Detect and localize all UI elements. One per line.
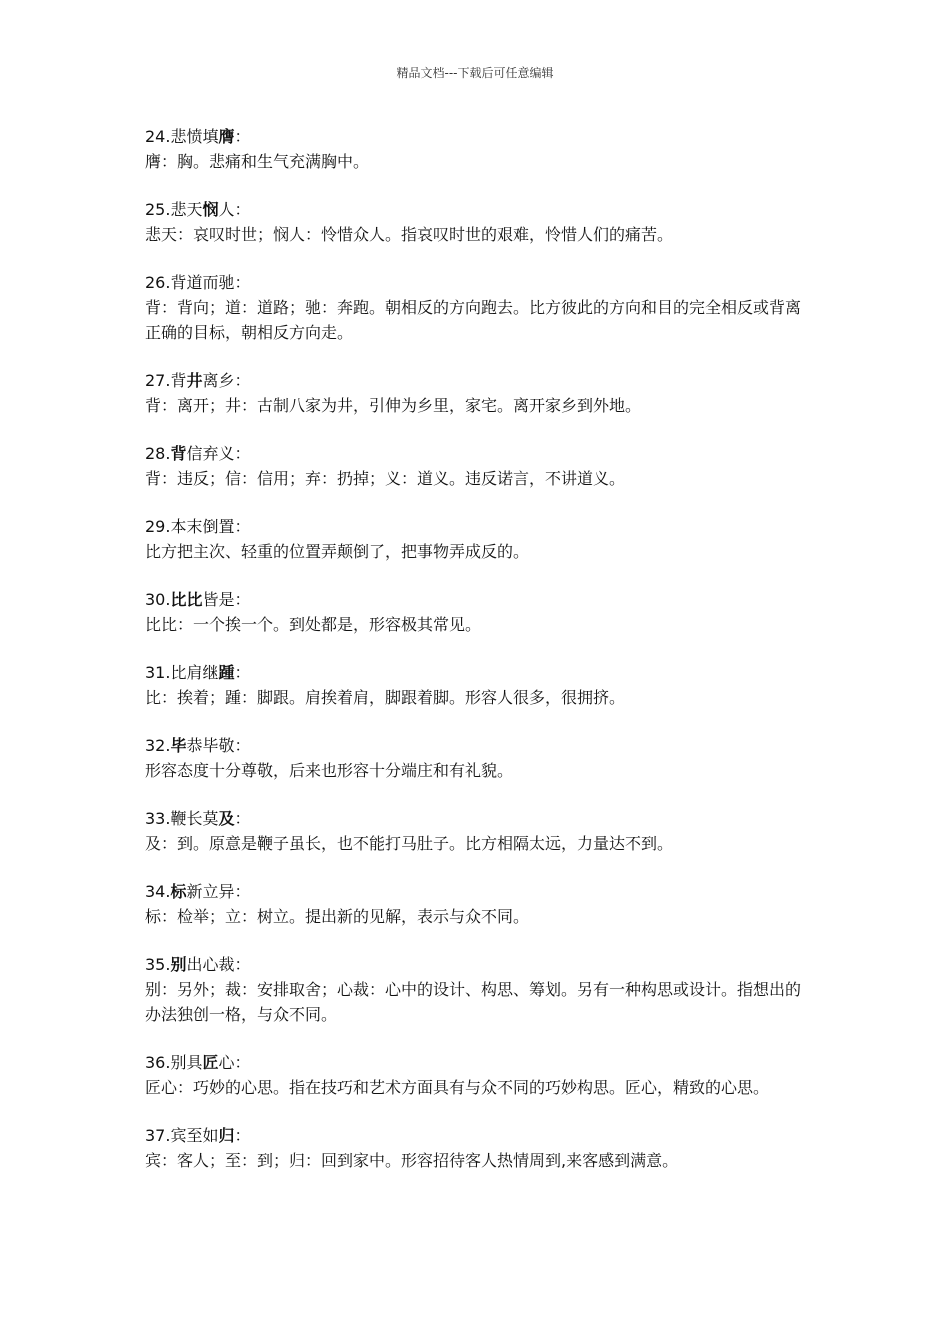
- idiom-key-character: 井: [186, 371, 203, 390]
- idiom-text: 新立异：: [186, 882, 251, 901]
- idiom-entry: [145, 660, 815, 710]
- idiom-entry: [145, 368, 815, 418]
- idiom-term: [145, 124, 815, 149]
- idiom-number: 29.: [145, 517, 171, 536]
- idiom-text: 宾至如: [170, 1126, 219, 1145]
- idiom-number: 37.: [145, 1126, 171, 1145]
- idiom-entry: [145, 733, 815, 783]
- idiom-text: 比肩继: [170, 663, 219, 682]
- idiom-text: 出心裁：: [186, 955, 251, 974]
- idiom-term: [145, 441, 815, 466]
- idiom-text: 悲天: [170, 200, 203, 219]
- idiom-key-character: 悯: [202, 200, 219, 219]
- idiom-text: 离乡：: [202, 371, 251, 390]
- idiom-term: [145, 1050, 815, 1075]
- idiom-entry: [145, 270, 815, 345]
- idiom-term: [145, 197, 815, 222]
- idiom-text: 信弃义：: [186, 444, 251, 463]
- idiom-number: 30.: [145, 590, 171, 609]
- idiom-key-character: 背: [170, 444, 187, 463]
- idiom-definition: 及：到。原意是鞭子虽长，也不能打马肚子。比方相隔太远，力量达不到。: [145, 834, 674, 853]
- idiom-number: 24.: [145, 127, 171, 146]
- idiom-text: 心：: [218, 1053, 251, 1072]
- idiom-definition: 比：挨着；踵：脚跟。肩挨着肩，脚跟着脚。形容人很多，很拥挤。: [145, 688, 626, 707]
- idiom-definition: 别：另外；裁：安排取舍；心裁：心中的设计、构思、筹划。另有一种构思或设计。指想出的办法独创一格，与众不同。: [145, 980, 802, 1024]
- idiom-entry: [145, 441, 815, 491]
- idiom-entry: [145, 197, 815, 247]
- idiom-text: 悲愤填: [170, 127, 219, 146]
- idiom-term: [145, 368, 815, 393]
- idiom-number: 34.: [145, 882, 171, 901]
- idiom-term: [145, 514, 815, 539]
- idiom-list: [145, 124, 815, 1196]
- idiom-key-character: 别: [170, 955, 187, 974]
- idiom-entry: [145, 587, 815, 637]
- idiom-term: [145, 587, 815, 612]
- idiom-key-character: 标: [170, 882, 187, 901]
- idiom-entry: [145, 806, 815, 856]
- idiom-text: ：: [234, 663, 251, 682]
- idiom-text: 鞭长莫: [170, 809, 219, 828]
- idiom-key-character: 膺: [218, 127, 235, 146]
- idiom-entry: [145, 1123, 815, 1173]
- idiom-entry: [145, 952, 815, 1027]
- idiom-text: 别具: [170, 1053, 203, 1072]
- idiom-definition: 膺：胸。悲痛和生气充满胸中。: [145, 152, 370, 171]
- idiom-entry: [145, 514, 815, 564]
- idiom-key-character: 比比: [170, 590, 203, 609]
- idiom-entry: [145, 879, 815, 929]
- idiom-definition: 背：离开；井：古制八家为井，引伸为乡里，家宅。离开家乡到外地。: [145, 396, 642, 415]
- idiom-definition: 比方把主次、轻重的位置弄颠倒了，把事物弄成反的。: [145, 542, 530, 561]
- idiom-entry: [145, 1050, 815, 1100]
- page-header: 精品文档---下载后可任意编辑: [396, 66, 554, 80]
- idiom-term: [145, 733, 815, 758]
- idiom-key-character: 踵: [218, 663, 235, 682]
- idiom-entry: [145, 124, 815, 174]
- idiom-term: [145, 1123, 815, 1148]
- idiom-definition: 匠心：巧妙的心思。指在技巧和艺术方面具有与众不同的巧妙构思。匠心，精致的心思。: [145, 1078, 770, 1097]
- idiom-definition: 背：违反；信：信用；弃：扔掉；义：道义。违反诺言，不讲道义。: [145, 469, 626, 488]
- idiom-definition: 悲天：哀叹时世；悯人：怜惜众人。指哀叹时世的艰难，怜惜人们的痛苦。: [145, 225, 674, 244]
- idiom-definition: 比比：一个挨一个。到处都是，形容极其常见。: [145, 615, 482, 634]
- idiom-key-character: 及: [218, 809, 235, 828]
- idiom-key-character: 匠: [202, 1053, 219, 1072]
- idiom-text: ：: [234, 809, 251, 828]
- idiom-number: 33.: [145, 809, 171, 828]
- idiom-number: 27.: [145, 371, 171, 390]
- idiom-definition: 标：检举；立：树立。提出新的见解，表示与众不同。: [145, 907, 530, 926]
- idiom-term: [145, 952, 815, 977]
- idiom-text: ：: [234, 1126, 251, 1145]
- idiom-number: 32.: [145, 736, 171, 755]
- idiom-term: [145, 270, 815, 295]
- idiom-number: 36.: [145, 1053, 171, 1072]
- idiom-text: 背: [170, 371, 187, 390]
- idiom-term: [145, 806, 815, 831]
- idiom-key-character: 毕: [170, 736, 187, 755]
- idiom-text: 恭毕敬：: [186, 736, 251, 755]
- idiom-term: [145, 660, 815, 685]
- idiom-text: 皆是：: [202, 590, 251, 609]
- idiom-text: 背道而驰：: [170, 273, 251, 292]
- idiom-text: 人：: [218, 200, 251, 219]
- idiom-definition: 背：背向；道：道路；驰：奔跑。朝相反的方向跑去。比方彼此的方向和目的完全相反或背离正确的目标，朝相反方向走。: [145, 298, 802, 342]
- idiom-number: 26.: [145, 273, 171, 292]
- idiom-number: 31.: [145, 663, 171, 682]
- idiom-key-character: 归: [218, 1126, 235, 1145]
- idiom-text: ：: [234, 127, 251, 146]
- idiom-number: 28.: [145, 444, 171, 463]
- idiom-term: [145, 879, 815, 904]
- idiom-definition: 宾：客人；至：到；归：回到家中。形容招待客人热情周到,来客感到满意。: [145, 1151, 679, 1170]
- idiom-number: 35.: [145, 955, 171, 974]
- idiom-definition: 形容态度十分尊敬，后来也形容十分端庄和有礼貌。: [145, 761, 514, 780]
- idiom-number: 25.: [145, 200, 171, 219]
- idiom-text: 本末倒置：: [170, 517, 251, 536]
